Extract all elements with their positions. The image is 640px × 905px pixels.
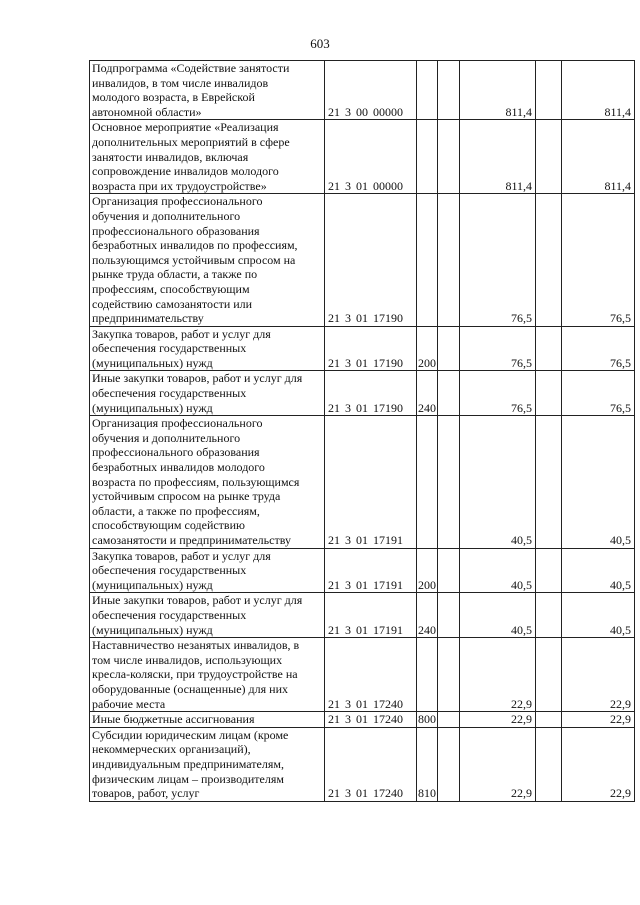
sum-cell: 40,5 (562, 593, 635, 638)
budget-code-part: 00000 (373, 104, 403, 119)
budget-code-part: 21 (328, 400, 340, 415)
sum-cell: 76,5 (460, 194, 536, 326)
expense-type-cell (417, 416, 438, 548)
table-row (90, 326, 635, 371)
expense-type-cell: 240 (417, 593, 438, 638)
sum-cell: 76,5 (562, 371, 635, 416)
row-name-cell (90, 416, 325, 548)
budget-code-part: 21 (328, 533, 340, 547)
row-name-line: обеспечения государственных (92, 607, 247, 622)
budget-code-cell (325, 61, 417, 120)
budget-code-cell (325, 371, 417, 416)
sum-cell: 22,9 (562, 712, 635, 728)
row-name-line: том числе инвалидов, использующих (92, 652, 283, 667)
row-name-line: дополнительных мероприятий в сфере (92, 134, 290, 149)
budget-code-cell (325, 326, 417, 371)
row-name-line: профессиям, способствующим (92, 281, 250, 296)
empty-cell (438, 593, 460, 638)
expense-type-cell: 200 (417, 548, 438, 593)
row-name-line: сопровождение инвалидов молодого (92, 164, 279, 179)
empty-cell (536, 593, 562, 638)
sum-cell: 22,9 (460, 712, 536, 728)
empty-cell (438, 120, 460, 194)
row-name-line: обучения и дополнительного (92, 208, 241, 223)
budget-code-cell (325, 548, 417, 593)
budget-code-part: 17190 (373, 355, 403, 370)
empty-cell (438, 416, 460, 548)
table-row (90, 727, 635, 801)
row-name-line: инвалидов, в том числе инвалидов (92, 75, 269, 90)
budget-code-cell (325, 638, 417, 712)
budget-code-part: 3 (345, 786, 351, 801)
row-name-line: (муниципальных) нужд (92, 622, 213, 637)
row-name-line: (муниципальных) нужд (92, 577, 213, 592)
row-name-line: рынке труда области, а также по (92, 267, 258, 282)
empty-cell (536, 548, 562, 593)
row-name-line: Субсидии юридическим лицам (кроме (92, 727, 289, 742)
budget-code-part: 3 (345, 712, 351, 727)
budget-code-part: 17240 (373, 696, 403, 711)
row-name-line: Иные бюджетные ассигнования (92, 712, 255, 727)
expense-type-cell: 240 (417, 371, 438, 416)
budget-code-part: 21 (328, 577, 340, 592)
row-name-cell (90, 326, 325, 371)
table-row (90, 593, 635, 638)
budget-code-part: 17190 (373, 311, 403, 326)
sum-cell: 811,4 (460, 61, 536, 120)
row-name-line: обучения и дополнительного (92, 430, 241, 445)
budget-code-part: 01 (356, 355, 368, 370)
row-name-line: предпринимательству (92, 311, 204, 326)
empty-cell (536, 326, 562, 371)
sum-cell: 22,9 (460, 727, 536, 801)
row-name-line: Наставничество незанятых инвалидов, в (92, 638, 300, 653)
row-name-line: возраста при их трудоустройстве» (92, 178, 267, 193)
budget-code-part: 21 (328, 311, 340, 326)
row-name-line: безработных инвалидов молодого (92, 460, 265, 475)
row-name-cell (90, 120, 325, 194)
row-name-line: молодого возраста, в Еврейской (92, 90, 255, 105)
row-name-line: товаров, работ, услуг (92, 786, 200, 801)
row-name-line: профессионального образования (92, 445, 260, 460)
empty-cell (438, 61, 460, 120)
row-name-line: Организация профессионального (92, 416, 263, 431)
row-name-cell (90, 638, 325, 712)
row-name-line: оборудованные (оснащенные) для них (92, 681, 288, 696)
budget-code-part: 3 (345, 311, 351, 326)
budget-table (89, 60, 635, 802)
empty-cell (536, 712, 562, 728)
table-row (90, 61, 635, 120)
budget-code-part: 21 (328, 712, 340, 727)
row-name-line: занятости инвалидов, включая (92, 149, 249, 164)
budget-code-part: 3 (345, 622, 351, 637)
budget-code-part: 01 (356, 577, 368, 592)
budget-code-part: 01 (356, 400, 368, 415)
empty-cell (438, 326, 460, 371)
empty-cell (536, 371, 562, 416)
budget-code-part: 01 (356, 178, 368, 193)
row-name-cell (90, 61, 325, 120)
empty-cell (438, 194, 460, 326)
row-name-line: обеспечения государственных (92, 563, 247, 578)
budget-code-part: 17191 (373, 622, 403, 637)
row-name-cell (90, 194, 325, 326)
row-name-cell (90, 548, 325, 593)
row-name-line: (муниципальных) нужд (92, 400, 213, 415)
sum-cell: 22,9 (562, 727, 635, 801)
row-name-line: возраста по профессиям, пользующимся (92, 474, 300, 489)
sum-cell: 40,5 (460, 593, 536, 638)
budget-code-part: 21 (328, 178, 340, 193)
row-name-line: профессионального образования (92, 223, 260, 238)
budget-code-part: 21 (328, 104, 340, 119)
row-name-line: рабочие места (92, 696, 166, 711)
budget-code-part: 17240 (373, 786, 403, 801)
budget-code-cell (325, 120, 417, 194)
row-name-line: индивидуальным предпринимателям, (92, 756, 284, 771)
row-name-cell (90, 712, 325, 728)
row-name-line: безработных инвалидов по профессиям, (92, 238, 298, 253)
table-row (90, 371, 635, 416)
row-name-line: физическим лицам – производителям (92, 771, 284, 786)
row-name-cell (90, 727, 325, 801)
sum-cell: 22,9 (562, 638, 635, 712)
row-name-line: способствующим содействию (92, 518, 245, 533)
budget-code-part: 3 (345, 178, 351, 193)
empty-cell (536, 61, 562, 120)
row-name-line: области, а также по профессиям, (92, 503, 260, 518)
row-name-line: Иные закупки товаров, работ и услуг для (92, 593, 303, 608)
sum-cell: 811,4 (460, 120, 536, 194)
expense-type-cell: 200 (417, 326, 438, 371)
budget-code-part: 21 (328, 622, 340, 637)
sum-cell: 76,5 (460, 326, 536, 371)
empty-cell (438, 548, 460, 593)
expense-type-cell (417, 120, 438, 194)
table-row (90, 416, 635, 548)
budget-code-cell (325, 593, 417, 638)
sum-cell: 76,5 (460, 371, 536, 416)
budget-code-part: 17191 (373, 577, 403, 592)
budget-code-part: 01 (356, 533, 368, 547)
budget-code-part: 00000 (373, 178, 403, 193)
row-name-line: устойчивым спросом на рынке труда (92, 489, 281, 504)
row-name-line: автономной области» (92, 104, 202, 119)
budget-code-part: 21 (328, 786, 340, 801)
expense-type-cell (417, 194, 438, 326)
empty-cell (536, 194, 562, 326)
sum-cell: 811,4 (562, 61, 635, 120)
empty-cell (536, 727, 562, 801)
empty-cell (438, 727, 460, 801)
row-name-cell (90, 593, 325, 638)
budget-code-part: 21 (328, 355, 340, 370)
row-name-line: содействию самозанятости или (92, 296, 253, 311)
expense-type-cell: 810 (417, 727, 438, 801)
row-name-line: обеспечения государственных (92, 341, 247, 356)
expense-type-cell (417, 638, 438, 712)
table-row (90, 638, 635, 712)
sum-cell: 22,9 (460, 638, 536, 712)
budget-code-part: 3 (345, 355, 351, 370)
table-row (90, 120, 635, 194)
row-name-line: Закупка товаров, работ и услуг для (92, 326, 271, 341)
budget-code-part: 17240 (373, 712, 403, 727)
sum-cell: 40,5 (460, 416, 536, 548)
budget-code-part: 01 (356, 622, 368, 637)
row-name-line: самозанятости и предпринимательству (92, 533, 291, 547)
sum-cell: 76,5 (562, 194, 635, 326)
budget-code-part: 3 (345, 400, 351, 415)
row-name-line: Иные закупки товаров, работ и услуг для (92, 371, 303, 386)
budget-code-part: 3 (345, 696, 351, 711)
empty-cell (536, 120, 562, 194)
budget-code-cell (325, 416, 417, 548)
budget-code-part: 17190 (373, 400, 403, 415)
budget-code-part: 01 (356, 712, 368, 727)
budget-code-part: 17191 (373, 533, 403, 547)
row-name-line: обеспечения государственных (92, 386, 247, 401)
row-name-cell (90, 371, 325, 416)
expense-type-cell: 800 (418, 712, 436, 727)
budget-code-cell (325, 194, 417, 326)
budget-code-part: 21 (328, 696, 340, 711)
table-row (90, 712, 635, 728)
page-number: 603 (310, 36, 330, 51)
budget-code-part: 01 (356, 696, 368, 711)
row-name-line: пользующимся устойчивым спросом на (92, 252, 296, 267)
empty-cell (536, 638, 562, 712)
row-name-line: (муниципальных) нужд (92, 355, 213, 370)
sum-cell: 76,5 (562, 326, 635, 371)
budget-code-part: 3 (345, 577, 351, 592)
empty-cell (438, 712, 460, 728)
empty-cell (438, 371, 460, 416)
budget-code-cell (325, 712, 417, 728)
expense-type-cell (417, 61, 438, 120)
table-row (90, 548, 635, 593)
row-name-line: кресла-коляски, при трудоустройстве на (92, 667, 298, 682)
budget-code-part: 01 (356, 311, 368, 326)
row-name-line: некоммерческих организаций), (92, 742, 251, 757)
table-row (90, 194, 635, 326)
row-name-line: Организация профессионального (92, 194, 263, 209)
sum-cell: 811,4 (562, 120, 635, 194)
budget-code-part: 01 (356, 786, 368, 801)
sum-cell: 40,5 (460, 548, 536, 593)
budget-code-part: 3 (345, 533, 351, 547)
sum-cell: 40,5 (562, 416, 635, 548)
budget-table-body (90, 61, 635, 802)
sum-cell: 40,5 (562, 548, 635, 593)
empty-cell (438, 638, 460, 712)
row-name-line: Основное мероприятие «Реализация (92, 120, 279, 135)
row-name-line: Подпрограмма «Содействие занятости (92, 61, 290, 75)
budget-code-part: 00 (356, 104, 368, 119)
budget-code-cell (325, 727, 417, 801)
row-name-line: Закупка товаров, работ и услуг для (92, 548, 271, 563)
budget-code-part: 3 (345, 104, 351, 119)
empty-cell (536, 416, 562, 548)
